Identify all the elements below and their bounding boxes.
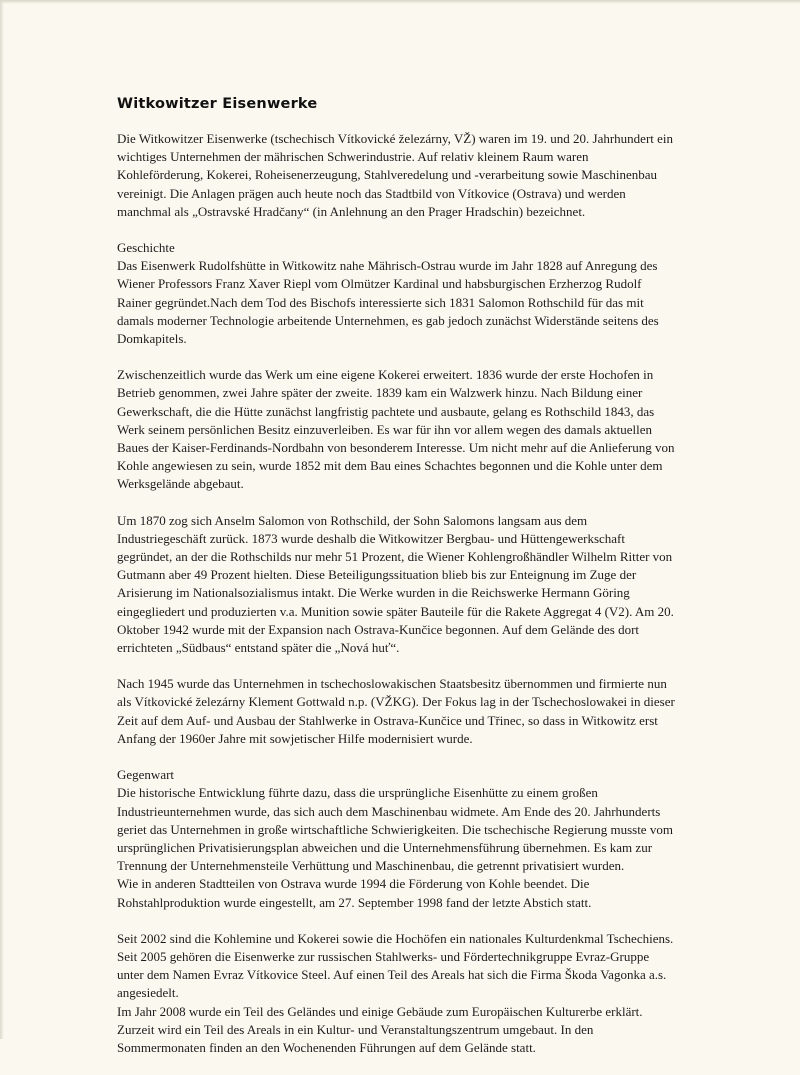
text-line: Kohle angewiesen zu sein, wurde 1852 mit dem Bau eines Schachtes begonnen und die Kohle unter dem	[117, 458, 663, 474]
text-line: Um 1870 zog sich Anselm Salomon von Rothschild, der Sohn Salomons langsam aus dem	[117, 512, 588, 528]
text-line: Gutmann aber 49 Prozent hielten. Diese Beteiligungssituation blieb bis zur Enteignung im Zuge der	[117, 567, 637, 583]
paragraph	[117, 512, 702, 658]
text-line: eingegliedert und produzierten v.a. Munition sowie später Bauteile für die Rakete Aggregat 4 (V2). Am 20.	[117, 603, 674, 619]
text-line: Gewerkschaft, die die Hütte zunächst langfristig pachtete und ausbaute, gelang es Rothschild 1843, das	[117, 403, 655, 419]
text-line: Industriegeschäft zurück. 1873 wurde deshalb die Witkowitzer Bergbau- und Hüttengewerkschaft	[117, 530, 626, 546]
text-line: Rainer gegründet.Nach dem Tod des Bischofs interessierte sich 1831 Salomon Rothschild für das mit	[117, 294, 644, 310]
text-line: geriet das Unternehmen in große wirtschaftliche Schwierigkeiten. Die tschechische Regierung musste vom	[117, 821, 673, 837]
text-line: Sommermonaten finden an den Wochenenden Führungen auf dem Gelände statt.	[117, 1039, 536, 1055]
text-line: Wie in anderen Stadtteilen von Ostrava wurde 1994 die Förderung von Kohle beendet. Die	[117, 876, 590, 892]
page-top-edge	[0, 0, 800, 4]
text-line: errichteten „Südbaus“ entstand später die „Nová huť“.	[117, 640, 400, 656]
text-line: Die historische Entwicklung führte dazu, dass die ursprüngliche Eisenhütte zu einem großen	[117, 785, 598, 801]
text-line: Werk seinem persönlichen Besitz einzuverleiben. Es war für ihn vor allem wegen des damals aktuellen	[117, 421, 653, 437]
document-title: Witkowitzer Eisenwerke	[117, 96, 318, 112]
text-line: Baues der Kaiser-Ferdinands-Nordbahn von besonderem Interesse. Um nicht mehr auf die Anlieferung von	[117, 440, 675, 456]
text-line: damals moderner Technologie arbeitende Unternehmen, es gab jedoch zunächst Widerstände seitens des	[117, 312, 659, 328]
text-line: Im Jahr 2008 wurde ein Teil des Geländes und einige Gebäude zum Europäischen Kulturerbe erklärt.	[117, 1003, 643, 1019]
text-line: Oktober 1942 wurde mit der Expansion nach Ostrava-Kunčice begonnen. Auf dem Gelände des dort	[117, 621, 640, 637]
text-line: ursprünglichen Privatisierungsplan abweichen und die Unternehmensführung übernehmen. Es kam zur	[117, 839, 653, 855]
text-line: gegründet, an der die Rothschilds nur mehr 51 Prozent, die Wiener Kohlengroßhändler Wilhelm Ritter von	[117, 549, 673, 565]
text-line: Arisierung im Nationalsozialismus intakt. Die Werke wurden in die Reichswerke Hermann Göring	[117, 585, 630, 601]
text-line: Seit 2002 sind die Kohlemine und Kokerei sowie die Hochöfen ein nationales Kulturdenkmal Tschechiens.	[117, 930, 674, 946]
text-line: Seit 2005 gehören die Eisenwerke zur russischen Stahlwerks- und Fördertechnikgruppe Evraz-Gruppe	[117, 948, 650, 964]
text-line: Werksgelände abgebaut.	[117, 476, 244, 492]
paragraph	[117, 930, 702, 1057]
text-line: Die Witkowitzer Eisenwerke (tschechisch Vítkovické železárny, VŽ) waren im 19. und 20. Jahrhundert ein	[117, 131, 674, 146]
text-line: Betrieb genommen, zwei Jahre später der zweite. 1839 kam ein Walzwerk hinzu. Nach Bildung einer	[117, 385, 643, 401]
text-line: Geschichte	[117, 240, 175, 256]
text-line: manchmal als „Ostravské Hradčany“ (in Anlehnung an den Prager Hradschin) bezeichnet.	[117, 203, 586, 219]
text-line: unter dem Namen Evraz Vítkovice Steel. Auf einen Teil des Areals hat sich die Firma Škoda Vagonka a.s.	[117, 967, 667, 983]
text-line: Domkapitels.	[117, 331, 187, 347]
text-line: Zurzeit wird ein Teil des Areals in ein Kultur- und Veranstaltungszentrum umgebaut. In den	[117, 1021, 594, 1037]
text-line: Zwischenzeitlich wurde das Werk um eine eigene Kokerei erweitert. 1836 wurde der erste Hochofen in	[117, 367, 654, 383]
text-line: als Vítkovické železárny Klement Gottwald n.p. (VŽKG). Der Fokus lag in der Tschechoslowakei in dieser	[117, 694, 675, 710]
text-line: Rohstahlproduktion wurde eingestellt, am 27. September 1998 fand der letzte Abstich statt.	[117, 894, 592, 910]
text-line: Gegenwart	[117, 767, 175, 783]
paragraph	[117, 675, 702, 748]
text-line: Kohleförderung, Kokerei, Roheisenerzeugung, Stahlveredelung und -verarbeitung sowie Maschinenbau	[117, 167, 658, 183]
text-line: Anfang der 1960er Jahre mit sowjetischer Hilfe modernisiert wurde.	[117, 730, 473, 746]
text-line: Das Eisenwerk Rudolfshütte in Witkowitz nahe Mährisch-Ostrau wurde im Jahr 1828 auf Anregung des	[117, 258, 658, 274]
paragraph	[117, 366, 702, 493]
text-line: Trennung der Unternehmensteile Verhüttung und Maschinenbau, die getrennt privatisiert wurden.	[117, 858, 625, 874]
paragraph	[117, 239, 702, 348]
text-line: vereinigt. Die Anlagen prägen auch heute noch das Stadtbild von Vítkovice (Ostrava) und werden	[117, 185, 626, 201]
text-line: Industrieunternehmen wurde, das sich auch dem Maschinenbau widmete. Am Ende des 20. Jahrhunderts	[117, 803, 661, 819]
text-line: Nach 1945 wurde das Unternehmen in tschechoslowakischen Staatsbesitz übernommen und firmierte nun	[117, 676, 667, 692]
text-line: Wiener Professors Franz Xaver Riepl vom Olmützer Kardinal und habsburgischen Erzherzog Rudolf	[117, 276, 642, 292]
page-left-edge	[0, 0, 4, 1039]
document-content	[117, 94, 702, 1075]
document-body	[117, 130, 702, 1057]
text-line: angesiedelt.	[117, 985, 179, 1001]
paragraph	[117, 130, 702, 221]
text-line: Zeit auf dem Auf- und Ausbau der Stahlwerke in Ostrava-Kunčice und Třinec, so dass in Witkowitz erst	[117, 712, 658, 728]
paragraph	[117, 766, 702, 912]
text-line: wichtiges Unternehmen der mährischen Schwerindustrie. Auf relativ kleinem Raum waren	[117, 149, 589, 165]
